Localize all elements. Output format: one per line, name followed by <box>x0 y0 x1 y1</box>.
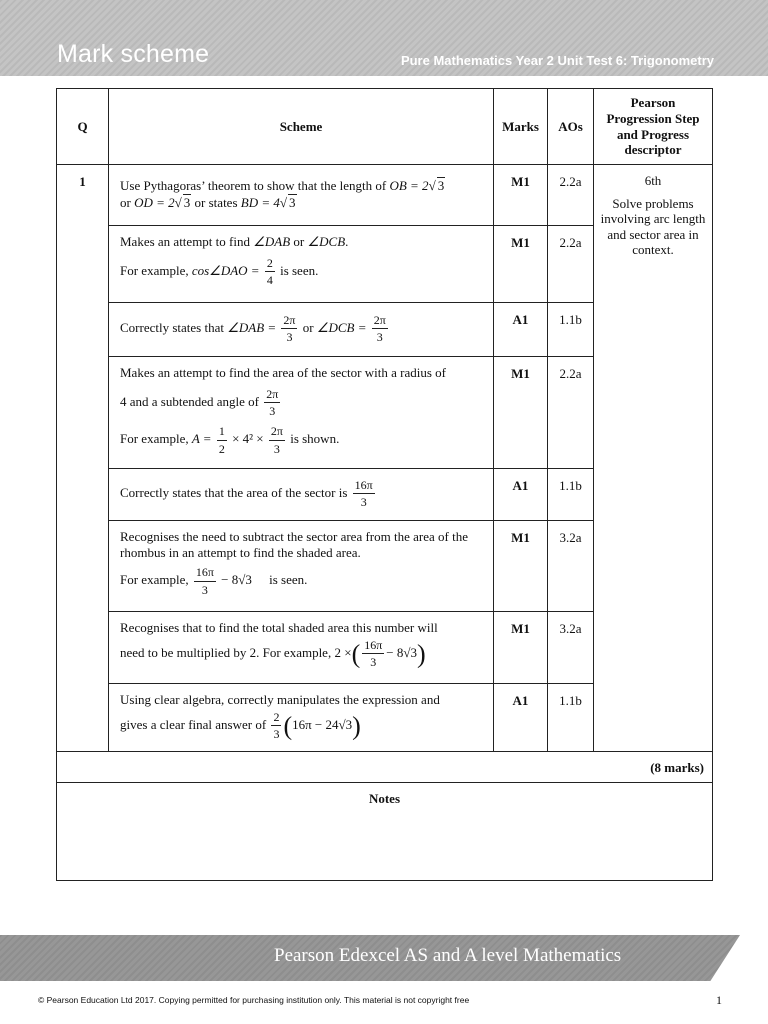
header-aos: AOs <box>548 89 594 165</box>
table-row <box>57 165 713 226</box>
ao-code: 3.2a <box>548 521 594 612</box>
math-expression: cos∠DAO = <box>191 262 260 278</box>
notes-heading: Notes <box>57 783 713 881</box>
header-title: Mark scheme <box>57 40 210 68</box>
header-q: Q <box>57 89 109 165</box>
fraction-denominator: 3 <box>362 653 384 669</box>
ao-code: 1.1b <box>548 469 594 521</box>
scheme-text: 4 and a subtended angle of <box>120 393 259 409</box>
question-number: 1 <box>57 165 109 752</box>
ao-code: 2.2a <box>548 357 594 469</box>
math-expression: A = <box>191 431 212 447</box>
mark-code: M1 <box>494 521 548 612</box>
scheme-text: need to be multiplied by 2. For example, <box>120 644 332 660</box>
fraction-numerator: 2π <box>270 424 283 439</box>
scheme-text: For example, <box>120 572 189 588</box>
fraction <box>264 387 280 419</box>
header-band <box>0 0 768 76</box>
scheme-text: or states <box>194 194 238 210</box>
scheme-cell <box>109 303 494 357</box>
math-expression: OD = 2√ 3 <box>134 194 191 210</box>
scheme-cell <box>109 357 494 469</box>
scheme-cell <box>109 165 494 226</box>
paren-close: ) <box>352 710 361 740</box>
fraction-denominator: 4 <box>266 272 273 287</box>
fraction-numerator: 2π <box>266 386 279 401</box>
mark-code: M1 <box>494 357 548 469</box>
ao-code: 3.2a <box>548 612 594 684</box>
fraction-denominator: 3 <box>372 328 388 344</box>
total-row <box>57 752 713 783</box>
math-expression: × 4² × <box>232 431 264 447</box>
fraction-numerator: 16π <box>364 637 383 652</box>
header-marks: Marks <box>494 89 548 165</box>
math-expression: ∠DCB = <box>316 319 367 335</box>
ao-code: 2.2a <box>548 165 594 226</box>
header-scheme: Scheme <box>109 89 494 165</box>
fraction-denominator: 3 <box>353 493 375 509</box>
scheme-text: Using clear algebra, correctly manipulates the expression and <box>120 692 440 707</box>
fraction <box>217 424 227 456</box>
scheme-text: Recognises that to find the total shaded area this number will <box>120 620 438 635</box>
example-line <box>120 638 483 670</box>
paren-close: ) <box>417 638 426 668</box>
mark-code: A1 <box>494 469 548 521</box>
ao-code: 1.1b <box>548 303 594 357</box>
math-expression: − 8√3 <box>386 644 418 660</box>
scheme-text: Use Pythagoras’ theorem to show that the length of <box>120 178 387 193</box>
fraction-denominator: 3 <box>264 402 280 418</box>
scheme-cell <box>109 226 494 303</box>
fraction-numerator: 2π <box>283 313 296 327</box>
math-expression: 16π − 24√3 <box>292 716 353 732</box>
fraction <box>271 710 281 742</box>
scheme-text: For example, <box>120 262 189 278</box>
header-progression: Pearson Progression Step and Progress descriptor <box>594 89 713 165</box>
math-expression: − 8√3 <box>221 572 252 588</box>
scheme-text: or <box>302 319 314 335</box>
math-expression: BD = 4√ 3 <box>240 194 296 210</box>
fraction-numerator: 2 <box>266 255 273 270</box>
scheme-text: Makes an attempt to find <box>120 234 250 249</box>
math-expression: 2 × <box>334 644 352 660</box>
notes-row <box>57 783 713 881</box>
scheme-text: is shown. <box>290 431 340 447</box>
mark-code: M1 <box>494 226 548 303</box>
fraction-denominator: 3 <box>194 581 216 597</box>
fraction <box>194 565 216 597</box>
fraction-numerator: 1 <box>218 424 225 439</box>
example-line <box>120 424 483 456</box>
fraction-denominator: 3 <box>269 440 285 456</box>
scheme-text: gives a clear final answer of <box>120 716 267 732</box>
progression-cell <box>594 165 713 752</box>
fraction <box>372 313 388 345</box>
math-expression: ∠DCB <box>307 234 346 249</box>
table-header-row <box>57 89 713 165</box>
scheme-cell <box>109 684 494 752</box>
fraction-denominator: 2 <box>218 441 225 456</box>
paren-open: ( <box>283 710 293 740</box>
fraction <box>269 424 285 456</box>
scheme-text: or <box>120 194 131 210</box>
progression-descriptor: Solve problems involving arc length and sector area in context. <box>600 195 706 258</box>
scheme-cell <box>109 521 494 612</box>
scheme-cell <box>109 612 494 684</box>
math-expression: OB = 2√ 3 <box>389 178 445 193</box>
mark-code: A1 <box>494 303 548 357</box>
example-line <box>120 710 483 742</box>
scheme-text: is seen. <box>269 572 308 588</box>
fraction-numerator: 16π <box>354 478 373 492</box>
scheme-line <box>120 387 483 419</box>
mark-code: M1 <box>494 612 548 684</box>
ao-code: 1.1b <box>548 684 594 752</box>
scheme-text: Correctly states that <box>120 319 224 335</box>
scheme-text: . <box>345 234 349 249</box>
scheme-cell <box>109 469 494 521</box>
fraction-numerator: 2 <box>273 709 280 724</box>
ao-code: 2.2a <box>548 226 594 303</box>
fraction-numerator: 2π <box>373 313 386 327</box>
footer-brand: Pearson Edexcel AS and A level Mathematics <box>274 945 622 966</box>
total-marks: (8 marks) <box>57 752 713 783</box>
fraction <box>265 256 275 288</box>
mark-code: M1 <box>494 165 548 226</box>
example-line <box>120 256 483 288</box>
fraction-denominator: 3 <box>281 328 297 344</box>
header-subtitle: Pure Mathematics Year 2 Unit Test 6: Trigonometry <box>400 53 714 68</box>
mark-scheme-table <box>56 88 713 881</box>
fraction-numerator: 16π <box>195 565 214 580</box>
mark-code: A1 <box>494 684 548 752</box>
fraction <box>362 638 384 670</box>
scheme-text: is seen. <box>280 262 319 278</box>
paren-open: ( <box>351 638 361 668</box>
fraction <box>281 313 297 345</box>
copyright-notice: © Pearson Education Ltd 2017. Copying permitted for purchasing institution only. This material is not copyright free <box>38 995 470 1005</box>
scheme-text: Makes an attempt to find the area of the sector with a radius of <box>120 365 446 380</box>
scheme-text: Recognises the need to subtract the sector area from the area of the rhombus in an attempt to find the shaded area. <box>120 529 468 560</box>
progression-step: 6th <box>644 173 662 188</box>
scheme-text: or <box>293 234 305 249</box>
math-expression: ∠DAB = <box>227 319 277 335</box>
page-number: 1 <box>716 993 722 1007</box>
example-line <box>120 565 483 597</box>
scheme-text: Correctly states that the area of the sector is <box>120 484 348 500</box>
math-expression: ∠DAB <box>253 234 291 249</box>
fraction <box>353 478 375 510</box>
fraction-denominator: 3 <box>273 726 280 741</box>
scheme-text: For example, <box>120 431 189 447</box>
